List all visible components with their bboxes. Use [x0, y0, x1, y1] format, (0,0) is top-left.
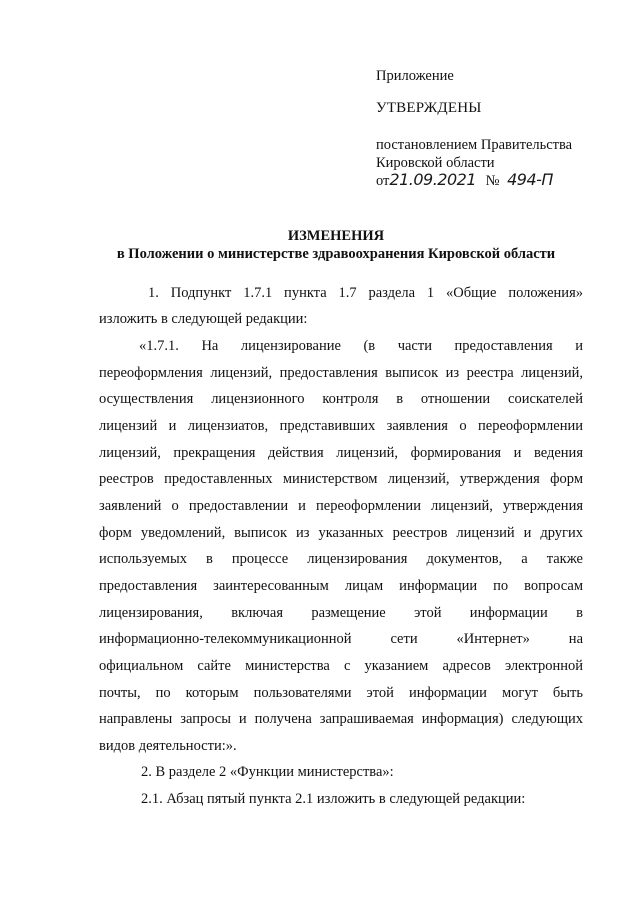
appendix-label: Приложение	[376, 68, 454, 84]
body-line: лицензирования, включая размещение этой информации в	[99, 605, 583, 621]
body-line: форм уведомлений, выписок из указанных реестров лицензий и других	[99, 525, 583, 541]
decree-date-line	[376, 171, 572, 189]
body-line: переоформления лицензий, предоставления выписок из реестра лицензий,	[99, 365, 583, 381]
decree-line-2: Кировской области	[376, 154, 495, 171]
body-line: информационно-телекоммуникационной сети «Интернет» на	[99, 631, 583, 647]
decree-number: 494-П	[507, 170, 553, 189]
body-line: почты, по которым пользователями этой информации могут быть	[99, 685, 583, 701]
decree-line-1: постановлением Правительства	[376, 137, 573, 153]
decree-date: 21.09.2021	[389, 170, 477, 189]
decree-block	[376, 136, 572, 189]
body-line: изложить в следующей редакции:	[99, 311, 308, 327]
body-line: предоставления заинтересованным лицам информации по вопросам	[99, 578, 583, 594]
body-line: направлены запросы и получена запрашиваемая информация) следующих	[99, 711, 583, 727]
body-line: реестров предоставленных министерством лицензий, утверждения форм	[99, 471, 583, 487]
document-title: ИЗМЕНЕНИЯ	[287, 228, 385, 244]
body-line: лицензий и лицензиатов, представивших заявления о переоформлении	[99, 418, 583, 434]
body-line: лицензий, прекращения действия лицензий, формирования и ведения	[99, 445, 583, 461]
body-line: заявлений о предоставлении и переоформлении лицензий, утверждения	[99, 498, 583, 514]
decree-number-prefix: №	[485, 173, 500, 189]
body-line: видов деятельности:».	[99, 738, 237, 754]
body-line: «1.7.1. На лицензирование (в части предоставления и	[139, 338, 583, 354]
document-subtitle: в Положении о министерстве здравоохранения Кировской области	[116, 246, 556, 262]
body-line: осуществления лицензионного контроля в отношении соискателей	[99, 391, 583, 407]
body-line: 2.1. Абзац пятый пункта 2.1 изложить в следующей редакции:	[141, 791, 526, 807]
decree-date-prefix: от	[376, 173, 390, 189]
body-line: 2. В разделе 2 «Функции министерства»:	[141, 764, 394, 780]
approved-title: УТВЕРЖДЕНЫ	[376, 100, 482, 116]
body-line: 1. Подпункт 1.7.1 пункта 1.7 раздела 1 «Общие положения»	[148, 285, 583, 301]
body-line: официальном сайте министерства с указанием адресов электронной	[99, 658, 583, 674]
body-line: используемых в процессе лицензирования документов, а также	[99, 551, 583, 567]
